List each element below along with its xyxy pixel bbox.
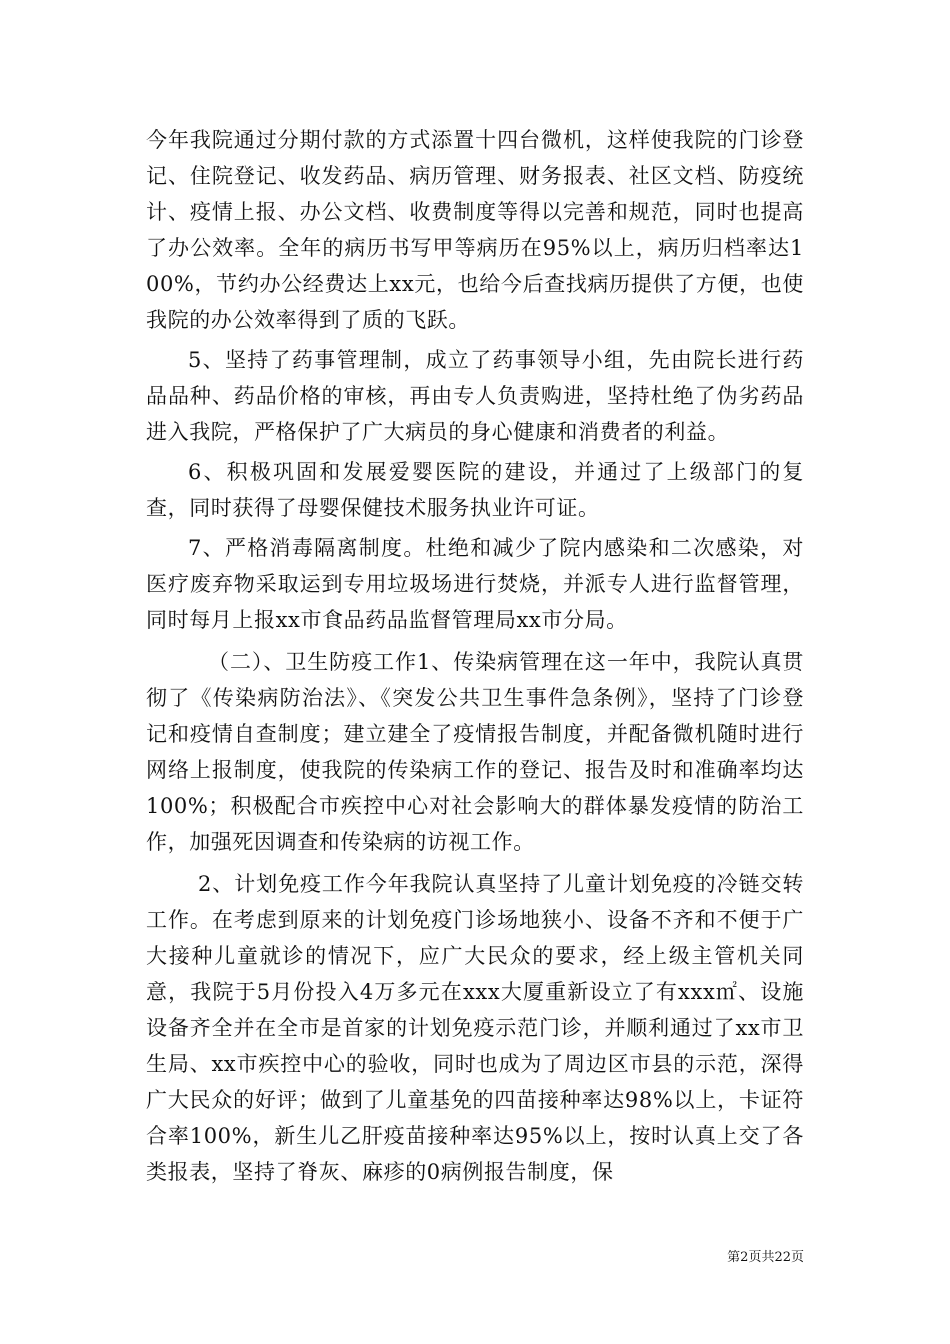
page-footer [0,1246,950,1265]
paragraph-office-computers: 今年我院通过分期付款的方式添置十四台微机，这样使我院的门诊登记、住院登记、收发药品、病历管理、财务报表、社区文档、防疫统计、疫情上报、办公文档、收费制度等得以完善和规范，同时也提高了办公效率。全年的病历书写甲等病历在95%以上，病历归档率达100%，节约办公经费达上xx元，也给今后查找病历提供了方便，也使我院的办公效率得到了质的飞跃。 [146,128,804,332]
paragraph-disinfection-isolation: 7、严格消毒隔离制度。杜绝和减少了院内感染和二次感染，对医疗废弃物采取运到专用垃圾场进行焚烧，并派专人进行监督管理，同时每月上报xx市食品药品监督管理局xx市分局。 [146,536,804,632]
paragraph-epidemic-prevention: （二）、卫生防疫工作1、传染病管理在这一年中，我院认真贯彻了《传染病防治法》、《突发公共卫生事件急条例》，坚持了门诊登记和疫情自查制度；建立建全了疫情报告制度，并配备微机随时进行网络上报制度，使我院的传染病工作的登记、报告及时和准确率均达100%；积极配合市疾控中心对社会影响大的群体暴发疫情的防治工作，加强死因调查和传染病的访视工作。 [146,650,804,854]
page-number: 第2页共22页 [727,1250,804,1265]
paragraph-baby-friendly-hospital: 6、积极巩固和发展爱婴医院的建设，并通过了上级部门的复查，同时获得了母婴保健技术服务执业许可证。 [146,460,804,520]
paragraph-immunization: 2、计划免疫工作今年我院认真坚持了儿童计划免疫的冷链交转工作。在考虑到原来的计划免疫门诊场地狭小、设备不齐和不便于广大接种儿童就诊的情况下，应广大民众的要求，经上级主管机关同意，我院于5月份投入4万多元在xxx大厦重新设立了有xxx㎡、设施设备齐全并在全市是首家的计划免疫示范门诊，并顺利通过了xx市卫生局、xx市疾控中心的验收，同时也成为了周边区市县的示范，深得广大民众的好评；做到了儿童基免的四苗接种率达98%以上，卡证符合率100%，新生儿乙肝疫苗接种率达95%以上，按时认真上交了各类报表，坚持了脊灰、麻疹的0病例报告制度，保 [146,872,804,1184]
paragraph-pharmacy-management: 5、坚持了药事管理制，成立了药事领导小组，先由院长进行药品品种、药品价格的审核，再由专人负责购进，坚持杜绝了伪劣药品进入我院，严格保护了广大病员的身心健康和消费者的利益。 [146,348,804,444]
document-body [146,122,804,1190]
